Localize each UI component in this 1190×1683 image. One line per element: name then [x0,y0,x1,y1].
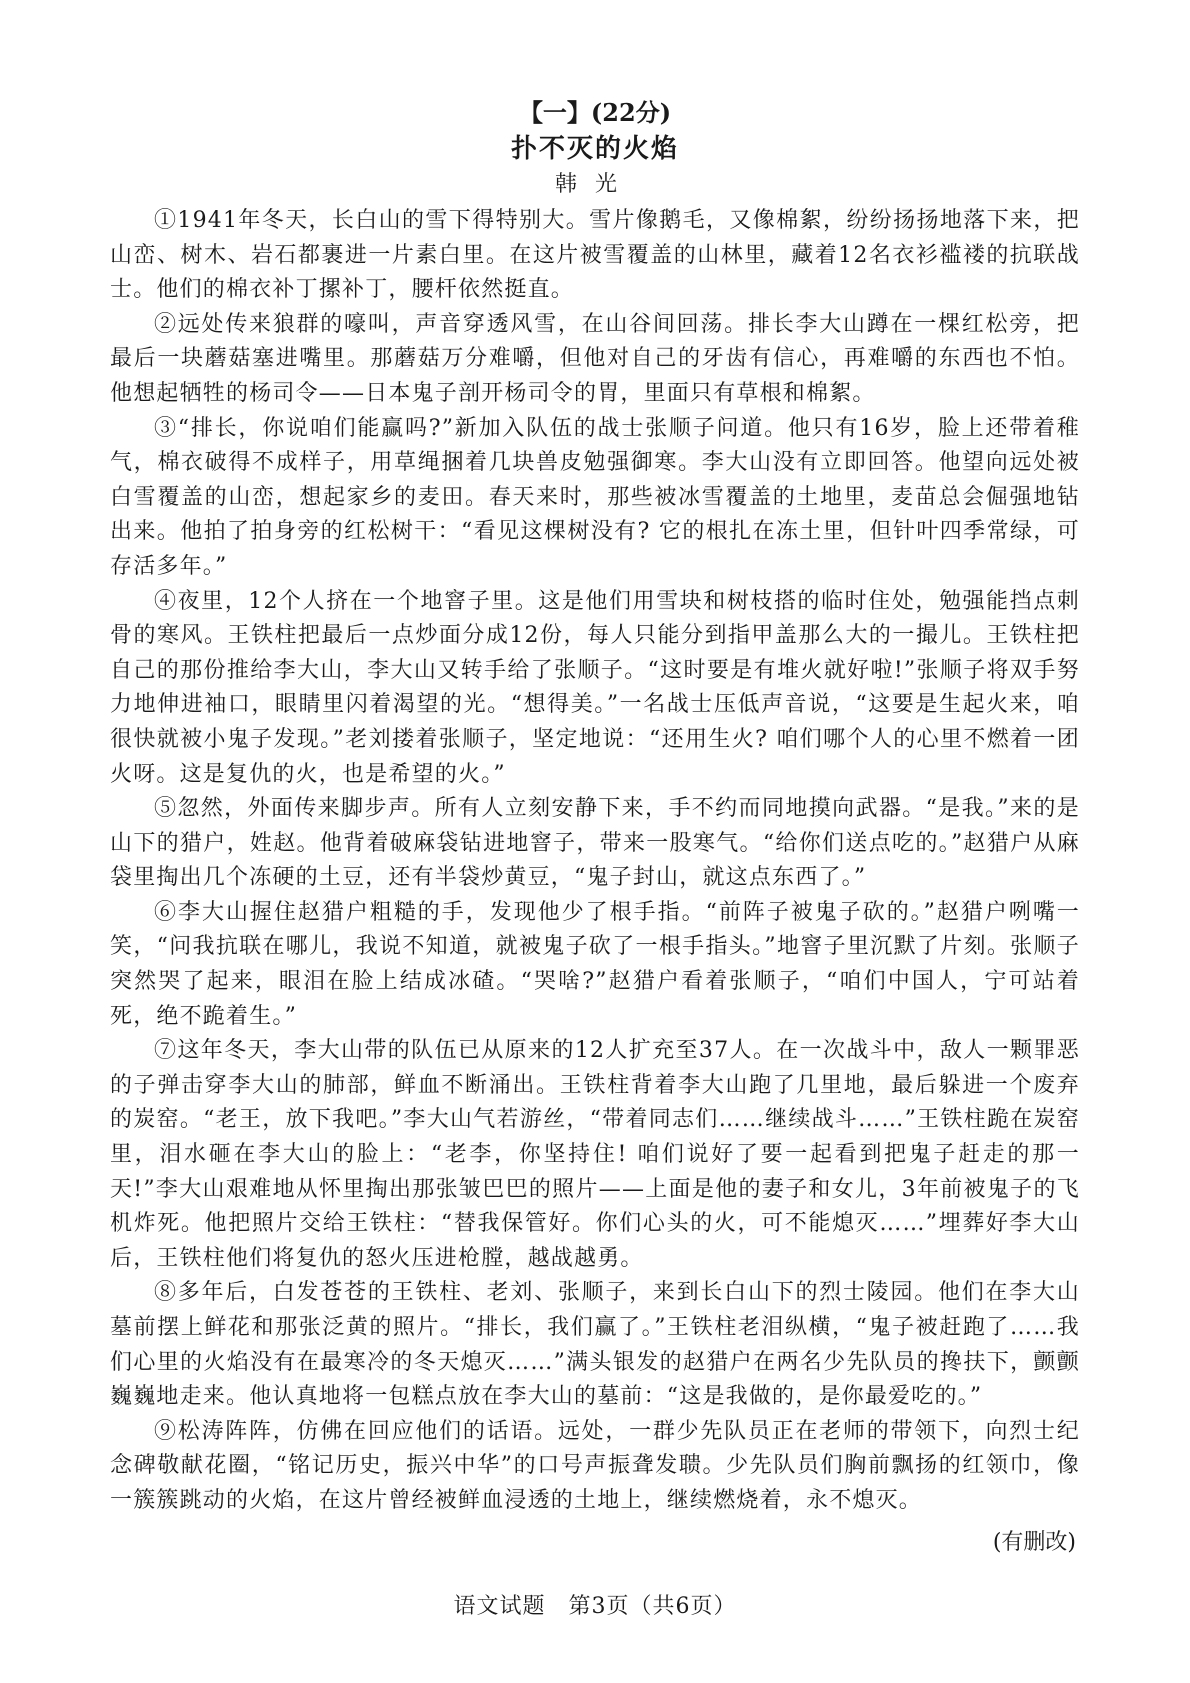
paragraph-9: ⑨松涛阵阵，仿佛在回应他们的话语。远处，一群少先队员正在老师的带领下，向烈士纪念碑敬献花圈，“铭记历史，振兴中华”的口号声振聋发聩。少先队员们胸前飘扬的红领巾，像一簇簇跳动的火焰，在这片曾经被鲜血浸透的土地上，继续燃烧着，永不熄灭。 [110,1418,1080,1513]
section-header: 【一】(22分) [518,98,672,127]
paragraph-8: ⑧多年后，白发苍苍的王铁柱、老刘、张顺子，来到长白山下的烈士陵园。他们在李大山墓前摆上鲜花和那张泛黄的照片。“排长，我们赢了。”王铁柱老泪纵横，“鬼子被赶跑了……我们心里的火焰没有在最寒冷的冬天熄灭……”满头银发的赵猎户在两名少先队员的搀扶下，颤颤巍巍地走来。他认真地将一包糕点放在李大山的墓前：“这是我做的，是你最爱吃的。” [110,1280,1080,1410]
article-body [110,204,1080,1519]
source-note: (有删改) [992,1529,1076,1555]
paragraph-5: ⑤忽然，外面传来脚步声。所有人立刻安静下来，手不约而同地摸向武器。“是我。”来的是山下的猎户，姓赵。他背着破麻袋钻进地窨子，带来一股寒气。“给你们送点吃的。”赵猎户从麻袋里掏出几个冻硬的土豆，还有半袋炒黄豆，“鬼子封山，就这点东西了。” [110,796,1080,891]
article-author: 韩光 [554,172,635,197]
paragraph-1: ①1941年冬天，长白山的雪下得特别大。雪片像鹅毛，又像棉絮，纷纷扬扬地落下来，把山峦、树木、岩石都裹进一片素白里。在这片被雪覆盖的山林里，藏着12名衣衫褴褛的抗联战士。他们的棉衣补丁摞补丁，腰杆依然挺直。 [110,208,1080,303]
page-footer: 语文试题 第3页（共6页） [453,1594,737,1619]
exam-page [110,96,1080,1561]
paragraph-6: ⑥李大山握住赵猎户粗糙的手，发现他少了根手指。“前阵子被鬼子砍的。”赵猎户咧嘴一笑，“问我抗联在哪儿，我说不知道，就被鬼子砍了一根手指头。”地窨子里沉默了片刻。张顺子突然哭了起来，眼泪在脸上结成冰碴。“哭啥?”赵猎户看着张顺子，“咱们中国人，宁可站着死，绝不跪着生。” [110,899,1080,1029]
paragraph-3: ③“排长，你说咱们能赢吗?”新加入队伍的战士张顺子问道。他只有16岁，脸上还带着稚气，棉衣破得不成样子，用草绳捆着几块兽皮勉强御寒。李大山没有立即回答。他望向远处被白雪覆盖的山峦，想起家乡的麦田。春天来时，那些被冰雪覆盖的土地里，麦苗总会倔强地钻出来。他拍了拍身旁的红松树干：“看见这棵树没有? 它的根扎在冻土里，但针叶四季常绿，可存活多年。” [110,415,1080,579]
paragraph-4: ④夜里，12个人挤在一个地窨子里。这是他们用雪块和树枝搭的临时住处，勉强能挡点刺骨的寒风。王铁柱把最后一点炒面分成12份，每人只能分到指甲盖那么大的一撮儿。王铁柱把自己的那份推给李大山，李大山又转手给了张顺子。“这时要是有堆火就好啦!”张顺子将双手努力地伸进袖口，眼睛里闪着渴望的光。“想得美。”一名战士压低声音说，“这要是生起火来，咱很快就被小鬼子发现。”老刘搂着张顺子，坚定地说：“还用生火? 咱们哪个人的心里不燃着一团火呀。这是复仇的火，也是希望的火。” [110,588,1080,787]
article-title: 扑不灭的火焰 [510,134,679,164]
paragraph-7: ⑦这年冬天，李大山带的队伍已从原来的12人扩充至37人。在一次战斗中，敌人一颗罪恶的子弹击穿李大山的肺部，鲜血不断涌出。王铁柱背着李大山跑了几里地，最后躲进一个废弃的炭窑。“老王，放下我吧。”李大山气若游丝，“带着同志们……继续战斗……”王铁柱跪在炭窑里，泪水砸在李大山的脸上：“老李，你坚持住! 咱们说好了要一起看到把鬼子赶走的那一天!”李大山艰难地从怀里掏出那张皱巴巴的照片——上面是他的妻子和女儿，3年前被鬼子的飞机炸死。他把照片交给王铁柱：“替我保管好。你们心头的火，可不能熄灭……”埋葬好李大山后，王铁柱他们将复仇的怒火压进枪膛，越战越勇。 [110,1038,1080,1271]
paragraph-2: ②远处传来狼群的嚎叫，声音穿透风雪，在山谷间回荡。排长李大山蹲在一棵红松旁，把最后一块蘑菇塞进嘴里。那蘑菇万分难嚼，但他对自己的牙齿有信心，再难嚼的东西也不怕。他想起牺牲的杨司令——日本鬼子剖开杨司令的胃，里面只有草根和棉絮。 [110,311,1080,406]
